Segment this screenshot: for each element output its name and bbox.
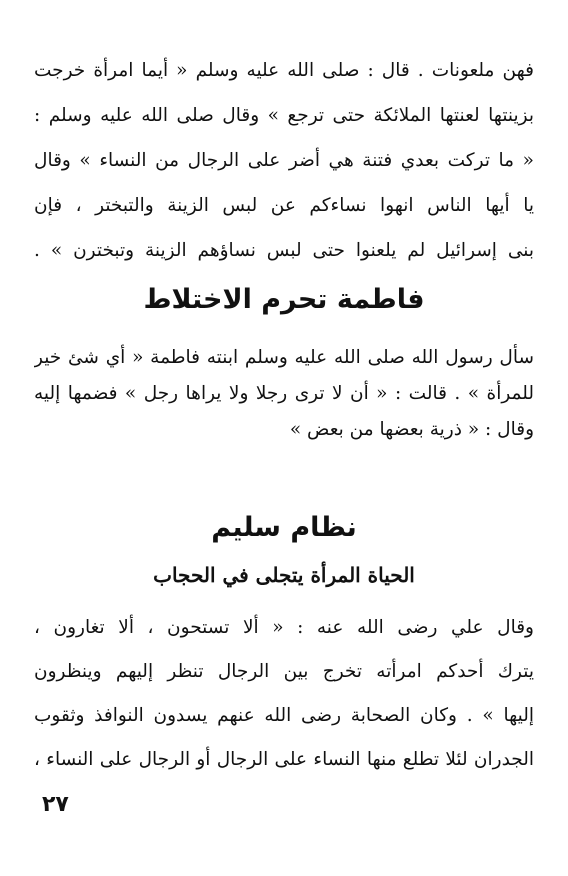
text-line: بزينتها لعنتها الملائكة حتى ترجع » وقال صلى الله عليه وسلم : <box>34 105 534 126</box>
text-line: يترك أحدكم امرأته تخرج بين الرجال تنظر إليهم وينظرون <box>34 661 534 682</box>
page-number: ٢٧ <box>42 792 69 817</box>
paragraph-ali <box>34 606 534 782</box>
text-line: إليها » . وكان الصحابة رضى الله عنهم يسدون النوافذ وثقوب <box>34 705 534 726</box>
text-line: بنى إسرائيل لم يلعنوا حتى لبس نساؤهم الزينة وتبخترن » . <box>34 240 534 261</box>
text-line: وقال : « ذرية بعضها من بعض » <box>289 419 534 440</box>
section-heading: نظام سليم <box>211 512 357 543</box>
text-line: يا أيها الناس انهوا نساءكم عن لبس الزينة والتبختر ، فإن <box>34 195 534 216</box>
text-line: سأل رسول الله صلى الله عليه وسلم ابنته فاطمة « أي شئ خير <box>34 347 534 368</box>
section-subheading: الحياة المرأة يتجلى في الحجاب <box>153 563 415 587</box>
text-line: « ما تركت بعدي فتنة هي أضر على الرجال من النساء » وقال <box>34 150 534 171</box>
text-line: للمرأة » . قالت : « أن لا ترى رجلا ولا يراها رجل » فضمها إليه <box>34 383 534 404</box>
paragraph-hadith-adornment <box>34 48 534 273</box>
text-line: الجدران لئلا تطلع منها النساء على الرجال أو الرجال على النساء ، <box>34 749 534 770</box>
text-line: وقال علي رضى الله عنه : « ألا تستحون ، ألا تغارون ، <box>34 617 534 638</box>
section-heading: فاطمة تحرم الاختلاط <box>143 284 425 315</box>
paragraph-fatima <box>34 340 534 448</box>
text-line: فهن ملعونات . قال : صلى الله عليه وسلم « أيما امرأة خرجت <box>34 60 534 81</box>
